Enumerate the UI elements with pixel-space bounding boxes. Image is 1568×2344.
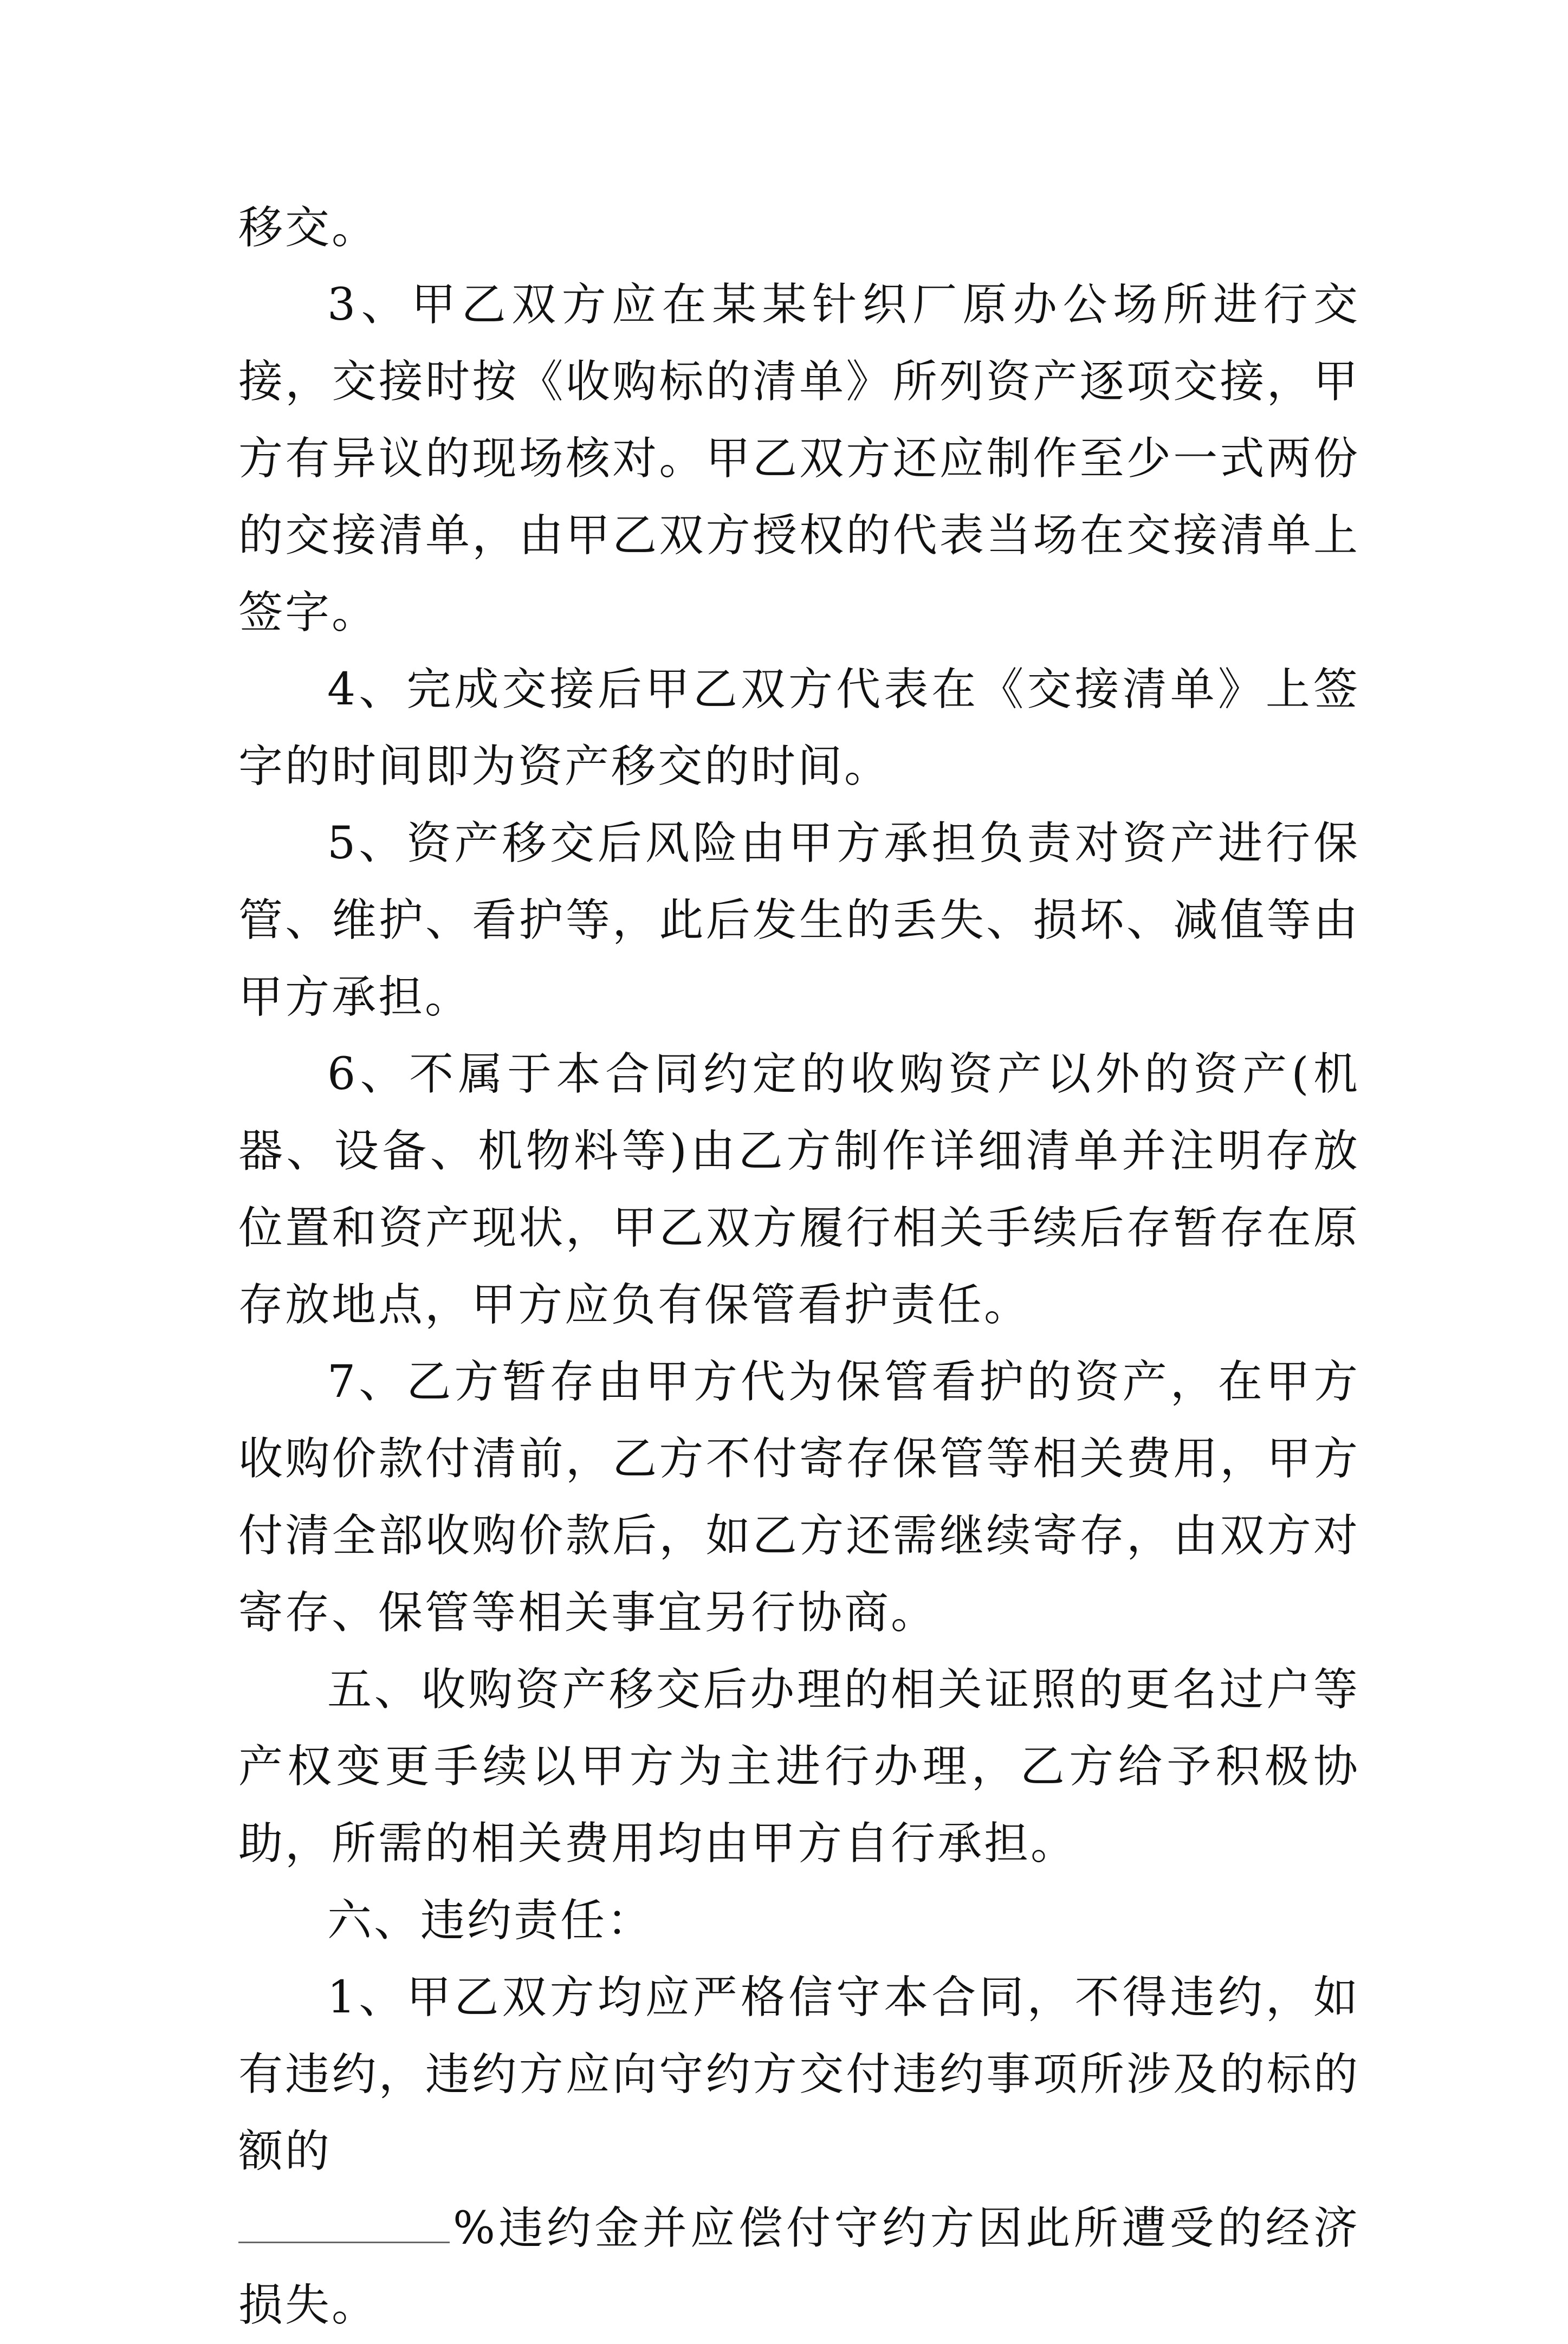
paragraph-clause-5: 5、资产移交后风险由甲方承担负责对资产进行保管、维护、看护等，此后发生的丢失、损坏、减值等由甲方承担。: [238, 818, 1360, 1023]
paragraph-clause-7: 7、乙方暂存由甲方代为保管看护的资产，在甲方收购价款付清前，乙方不付寄存保管等相关费用，甲方付清全部收购价款后，如乙方还需继续寄存，由双方对寄存、保管等相关事宜另行协商。: [238, 1356, 1360, 1639]
paragraph-section-5: 五、收购资产移交后办理的相关证照的更名过户等产权变更手续以甲方为主进行办理，乙方给予积极协助，所需的相关费用均由甲方自行承担。: [238, 1664, 1360, 1869]
paragraph-handover-end: 移交。: [238, 202, 379, 254]
paragraph-penalty-line: [238, 2190, 1360, 2344]
paragraph-clause-6: 6、不属于本合同约定的收购资产以外的资产(机器、设备、机物料等)由乙方制作详细清单并注明存放位置和资产现状，甲乙双方履行相关手续后存暂存在原存放地点，甲方应负有保管看护责任。: [238, 1048, 1360, 1331]
paragraph-penalty-clause-1: 1、甲乙双方均应严格信守本合同，不得违约，如有违约，违约方应向守约方交付违约事项所涉及的标的额的: [238, 1972, 1360, 2177]
penalty-line-text: %违约金并应偿付守约方因此所遭受的经济损失。: [238, 2203, 1360, 2331]
paragraph-clause-3: 3、甲乙双方应在某某针织厂原办公场所进行交接，交接时按《收购标的清单》所列资产逐项交接，甲方有异议的现场核对。甲乙双方还应制作至少一式两份的交接清单，由甲乙双方授权的代表当场在交接清单上签字。: [238, 279, 1360, 638]
fill-in-blank: [238, 2197, 450, 2243]
document-body: [238, 190, 1360, 2344]
paragraph-section-6-heading: 六、违约责任：: [327, 1895, 654, 1946]
paragraph-clause-4: 4、完成交接后甲乙双方代表在《交接清单》上签字的时间即为资产移交的时间。: [238, 664, 1360, 792]
